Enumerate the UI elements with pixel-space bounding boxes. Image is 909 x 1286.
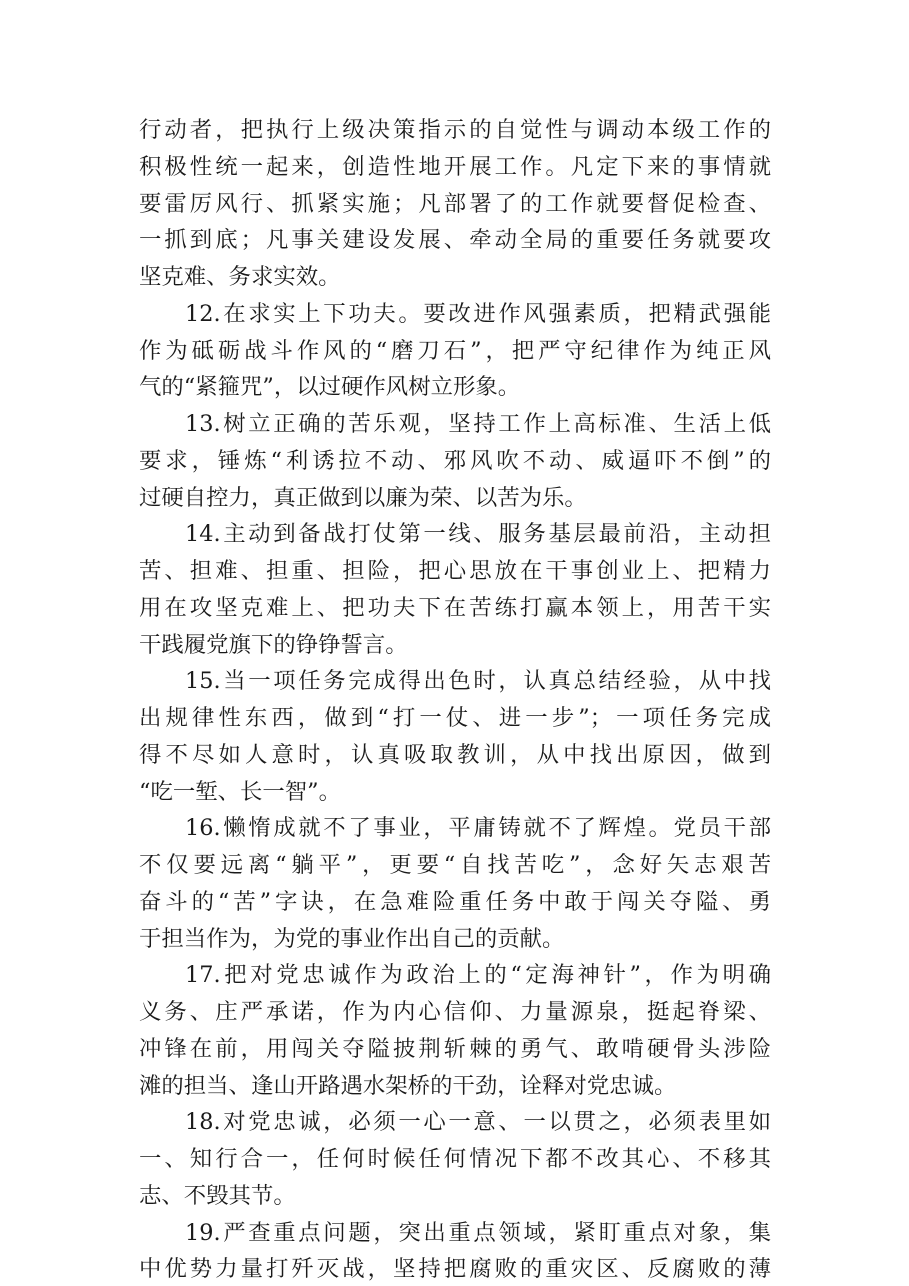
text-line: 苦、担难、担重、担险，把心思放在干事创业上、把精力: [139, 558, 771, 584]
text-line: “吃一堑、长一智”。: [139, 778, 342, 805]
text-line: 冲锋在前，用闯关夺隘披荆斩棘的勇气、敢啃硬骨头涉险: [139, 1035, 771, 1062]
text-line: 积极性统一起来，创造性地开展工作。凡定下来的事情就: [139, 153, 771, 180]
text-line: 过硬自控力，真正做到以廉为荣、以苦为乐。: [139, 484, 587, 511]
text-line: 得不尽如人意时，认真吸取教训，从中找出原因，做到: [139, 741, 771, 768]
text-line: 义务、庄严承诺，作为内心信仰、力量源泉，挺起脊梁、: [139, 999, 771, 1025]
text-line: 用在攻坚克难上、把功夫下在苦练打赢本领上，用苦干实: [139, 594, 771, 621]
text-line: 行动者，把执行上级决策指示的自觉性与调动本级工作的: [139, 117, 771, 143]
text-line: 滩的担当、逢山开路遇水架桥的干劲，诠释对党忠诚。: [139, 1072, 677, 1099]
paragraph-first-line: 15.当一项任务完成得出色时，认真总结经验，从中找: [185, 668, 771, 695]
paragraph-first-line: 19.严查重点问题，突出重点领域，紧盯重点对象，集: [185, 1219, 771, 1246]
text-line: 一抓到底；凡事关建设发展、牵动全局的重要任务就要攻: [139, 227, 771, 254]
text-line: 中优势力量打歼灭战，坚持把腐败的重灾区、反腐败的薄: [139, 1256, 771, 1283]
text-line: 志、不毁其节。: [139, 1182, 296, 1209]
text-line: 坚克难、务求实效。: [139, 264, 341, 290]
text-line: 一、知行合一，任何时候任何情况下都不改其心、不移其: [139, 1146, 771, 1172]
text-line: 要雷厉风行、抓紧实施；凡部署了的工作就要督促检查、: [139, 190, 771, 217]
text-line: 气的“紧箍咒”，以过硬作风树立形象。: [139, 374, 521, 401]
text-line: 干践履党旗下的铮铮誓言。: [139, 631, 408, 658]
text-line: 奋斗的“苦”字诀，在急难险重任务中敢于闯关夺隘、勇: [139, 888, 771, 915]
paragraph-first-line: 16.懒惰成就不了事业，平庸铸就不了辉煌。党员干部: [185, 815, 771, 842]
text-line: 不仅要远离“躺平”，更要“自找苦吃”，念好矢志艰苦: [139, 852, 771, 878]
text-line: 作为砥砺战斗作风的“磨刀石”，把严守纪律作为纯正风: [139, 337, 771, 364]
text-line: 于担当作为，为党的事业作出自己的贡献。: [139, 925, 565, 952]
paragraph-first-line: 12.在求实上下功夫。要改进作风强素质，把精武强能: [185, 300, 771, 327]
paragraph-first-line: 14.主动到备战打仗第一线、服务基层最前沿，主动担: [185, 521, 771, 548]
paragraph-first-line: 18.对党忠诚，必须一心一意、一以贯之，必须表里如: [185, 1109, 771, 1136]
paragraph-first-line: 13.树立正确的苦乐观，坚持工作上高标准、生活上低: [185, 411, 771, 437]
paragraph-first-line: 17.把对党忠诚作为政治上的“定海神针”，作为明确: [185, 962, 771, 989]
text-line: 要求，锤炼“利诱拉不动、邪风吹不动、威逼吓不倒”的: [139, 447, 771, 474]
text-line: 出规律性东西，做到“打一仗、进一步”；一项任务完成: [139, 705, 771, 731]
